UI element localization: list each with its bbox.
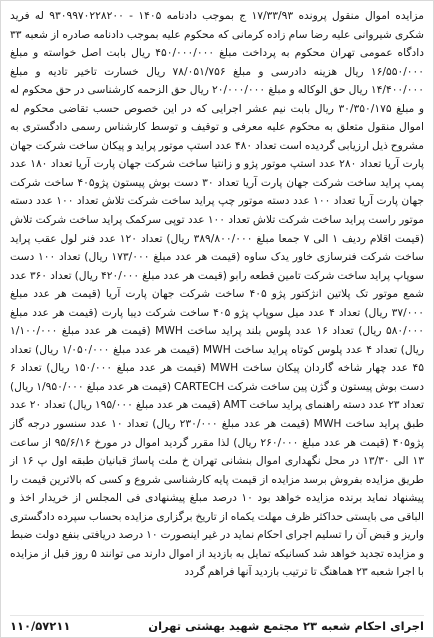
notice-footer <box>10 615 424 633</box>
notice-body-text: مزایده اموال منقول پرونده ۱۷/۳۳/۹۳ ج بموجب دادنامه ۱۴۰۵ - ۹۳۰۹۹۷۰۲۲۸۲۰۰ له فرید شکری شیروانی علیه رضا سام زاده کرمانی که محکوم علیه بموجب دادنامه صادره از شعبه ۳۳ دادگاه عمومی تهران محکوم به پرداخت مبلغ ۴۵۰/۰۰۰/۰۰۰ ریال بابت اصل خواسته و مبلغ ۱۶/۵۵۰/۰۰۰ ریال هزینه دادرسی و مبلغ ۷۸/۰۵۱/۷۵۶ ریال خسارت تاخیر تادیه و مبلغ ۱۴/۴۰۰/۰۰۰ ریال حق الوکاله و مبلغ ۲۰/۰۰۰/۰۰۰ ریال حق الزحمه کارشناسی در حق محکوم له و مبلغ ۳۰/۳۵۰/۱۷۵ ریال بابت نیم عشر اجرایی که در این خصوص حسب تقاضی محکوم له اموال منقول متعلق به محکوم علیه معرفی و توقیف و توسط کارشناس رسمی دادگستری به مشروح ذیل ارزیابی گردیده است تعداد ۴۸۰ عدد استپ موتور پراید و پیکان ساخت شرکت جهان پارت آریا تعداد ۲۸۰ عدد استپ موتور پژو و زانتیا ساخت شرکت جهان پارت آریا تعداد ۱۸۰ عدد پمپ پراید ساخت شرکت جهان پارت آریا تعداد ۳۰ دست بوش پیستون پژو۴۰۵ ساخت شرکت جهان پارت آریا تعداد ۱۰۰ عدد دسته موتور چپ پراید ساخت شرکت تلاش تعداد ۱۰۰ عدد دسته موتور راست پراید ساخت شرکت تلاش تعداد ۱۰۰ عدد توپی سرکمک پراید ساخت شرکت تلاش (قیمت اقلام ردیف ۱ الی ۷ جمعا مبلغ ۳۸۹/۸۰۰/۰۰۰ ریال) تعداد ۱۲۰ عدد فنر لول عقب پراید ساخت شرکت فنرسازی خاور یدک ساوه (قیمت هر عدد مبلغ ۱۷۳/۰۰۰ ریال) تعداد ۱۰۰ دست سوپاپ پراید ساخت شرکت تامین قطعه رابو (قیمت هر عدد مبلغ ۴۲۰/۰۰۰ ریال) تعداد ۳۶۰ عدد شمع موتور تک پلاتین انژکتور پژو ۴۰۵ ساخت شرکت جهان پارت آریا (قیمت هر عدد مبلغ ۳۷/۰۰۰ ریال) تعداد ۴ عدد میل سوپاپ پژو ۴۰۵ ساخت شرکت دیبا پارت (قیمت هر عدد مبلغ ۵۸۰/۰۰۰ ریال) تعداد ۱۶ عدد پلوس بلند پراید ساخت MWH (قیمت هر عدد مبلغ ۱/۱۰۰/۰۰۰ ریال) تعداد ۴ عدد پلوس کوتاه پراید ساخت MWH (قیمت هر عدد مبلغ ۱/۰۵۰/۰۰۰ ریال) تعداد ۴۵ عدد چهار شاخه گاردان پیکان ساخت MWH (قیمت هر عدد مبلغ ۱۵۰/۰۰۰ ریال) تعداد ۶ دست بوش پیستون و گژن پین ساخت شرکت CARTECH (قیمت هر عدد مبلغ ۱/۹۵۰/۰۰۰ ریال) تعداد ۲۳ عدد دسته راهنمای پراید ساخت AMT (قیمت هر عدد مبلغ ۱۹۵/۰۰۰ ریال) تعداد ۲۰ عدد طبق پراید ساخت MWH (قیمت هر عدد مبلغ ۲۳۰/۰۰۰ ریال) تعداد ۱۰ عدد سنسور درجه گاز پژو۴۰۵ (قیمت هر عدد مبلغ ۲۶۰/۰۰۰ ریال) لذا مقرر گردید اموال در مورخ ۹۵/۶/۱۶ از ساعت ۱۳ الی ۱۳/۳۰ در محل نگهداری اموال بنشانی تهران خ ملت پاساژ قبانیان طبقه اول پ ۱۶ از طریق مزایده بفروش برسد مزایده از قیمت پایه کارشناسی شروع و کسی که بالاترین قیمت را پیشنهاد نماید برنده مزایده خواهد بود ۱۰ درصد مبلغ پیشنهادی فی المجلس از خریدار اخذ و الباقی می بایستی حداکثر ظرف مهلت یکماه از تاریخ برگزاری مزایده بحساب سپرده دادگستری واریز و قبض آن را تسلیم اجرای احکام نماید در غیر اینصورت ۱۰ درصد دریافتی بنفع دولت ضبط و مزایده تجدید خواهد شد کسانیکه تمایل به بازدید از اموال دارند می توانند ۵ روز قبل از مزایده با اجرا شعبه ۲۳ هماهنگ تا ترتیب بازدید آنها فراهم گردد <box>10 9 425 579</box>
issuer-signature: اجرای احکام شعبه ۲۳ مجتمع شهید بهشتی تهران <box>148 619 424 633</box>
reference-number: ۱۱۰/۵۷۲۱۱ <box>10 619 71 633</box>
